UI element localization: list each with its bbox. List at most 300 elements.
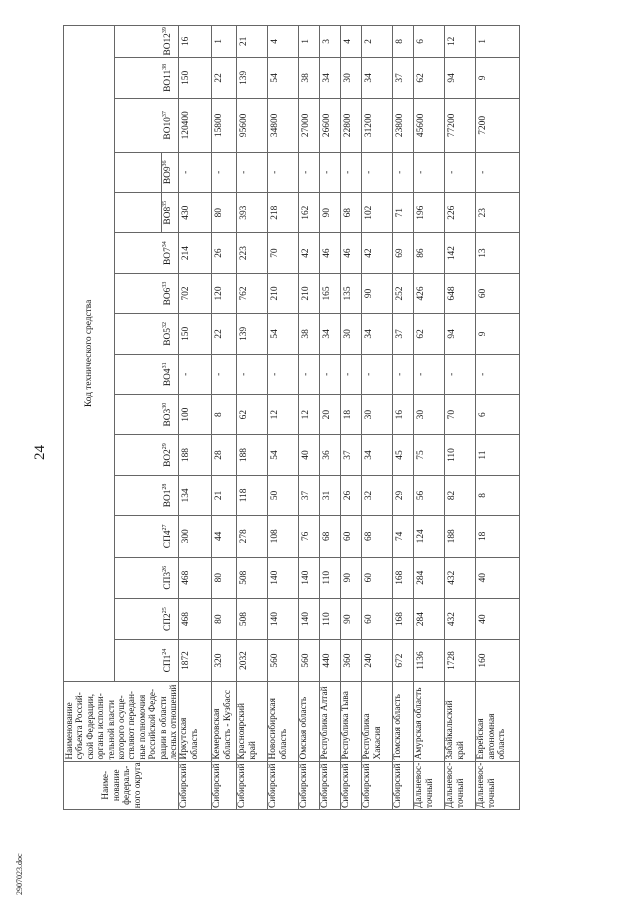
value-cell: 23 bbox=[476, 193, 520, 233]
value-cell: 46 bbox=[320, 233, 341, 273]
value-cell: 37 bbox=[393, 57, 414, 98]
code-footnote-ref: 28 bbox=[161, 483, 168, 490]
value-cell: 140 bbox=[299, 598, 320, 639]
value-cell: 40 bbox=[476, 598, 520, 639]
district-cell bbox=[320, 761, 341, 809]
value-cell: 42 bbox=[299, 233, 320, 273]
subject-header-line: ствляют передан- bbox=[126, 691, 137, 760]
code-label: СП1 bbox=[162, 654, 173, 673]
value-cell: 468 bbox=[179, 557, 212, 598]
value-cell: 110 bbox=[445, 435, 476, 475]
value-cell: 4 bbox=[268, 26, 299, 58]
district-cell bbox=[299, 761, 320, 809]
value-cell: 16 bbox=[179, 26, 212, 58]
district-line: Сибирский bbox=[393, 763, 404, 808]
value-cell: - bbox=[393, 152, 414, 192]
code-label: СП3 bbox=[162, 571, 173, 590]
value-cell: 430 bbox=[179, 193, 212, 233]
value-cell: 508 bbox=[237, 557, 268, 598]
value-cell: 34 bbox=[320, 57, 341, 98]
value-cell: 162 bbox=[299, 193, 320, 233]
value-cell: - bbox=[476, 152, 520, 192]
subject-line: Республика Алтай bbox=[320, 686, 331, 760]
value-cell: 37 bbox=[341, 435, 362, 475]
value-cell: - bbox=[362, 354, 393, 394]
code-spacer-cell bbox=[114, 26, 161, 58]
district-line: Сибирский bbox=[341, 763, 352, 808]
value-cell: 74 bbox=[393, 516, 414, 557]
value-cell: 560 bbox=[299, 640, 320, 681]
value-cell: 150 bbox=[179, 314, 212, 354]
code-header bbox=[162, 598, 179, 639]
table-row bbox=[476, 26, 520, 810]
value-cell: 12 bbox=[299, 394, 320, 434]
code-header bbox=[162, 516, 179, 557]
value-cell: 90 bbox=[341, 557, 362, 598]
value-cell: 100 bbox=[179, 394, 212, 434]
value-cell: 50 bbox=[268, 475, 299, 515]
value-cell: 11 bbox=[476, 435, 520, 475]
value-cell: 432 bbox=[445, 557, 476, 598]
district-line: Дальневос- bbox=[476, 762, 487, 808]
value-cell: 31 bbox=[320, 475, 341, 515]
value-cell: 134 bbox=[179, 475, 212, 515]
value-cell: 2032 bbox=[237, 640, 268, 681]
value-cell: 393 bbox=[237, 193, 268, 233]
value-cell: 110 bbox=[320, 557, 341, 598]
value-cell: 29 bbox=[393, 475, 414, 515]
value-cell: 188 bbox=[445, 516, 476, 557]
code-header bbox=[162, 57, 179, 98]
value-cell: 120400 bbox=[179, 99, 212, 153]
code-header bbox=[162, 435, 179, 475]
value-cell: 218 bbox=[268, 193, 299, 233]
district-line: Сибирский bbox=[237, 763, 248, 808]
code-footnote-ref: 36 bbox=[162, 160, 169, 167]
value-cell: 76 bbox=[299, 516, 320, 557]
subject-cell bbox=[212, 681, 237, 761]
value-cell: - bbox=[362, 152, 393, 192]
district-line: Дальневос- bbox=[414, 762, 425, 808]
value-cell: 22 bbox=[212, 57, 237, 98]
code-spacer-cell bbox=[114, 598, 161, 639]
value-cell: 1 bbox=[476, 26, 520, 58]
code-spacer-cell bbox=[114, 394, 161, 434]
footer-filename: 2907023.doc bbox=[15, 853, 24, 895]
code-label: ВО10 bbox=[162, 117, 173, 140]
code-footnote-ref: 37 bbox=[161, 111, 168, 118]
subject-header-line: ской Федерации, bbox=[84, 693, 95, 760]
table-row bbox=[414, 26, 445, 810]
table-row bbox=[320, 26, 341, 810]
value-cell: 75 bbox=[414, 435, 445, 475]
value-cell: 118 bbox=[237, 475, 268, 515]
value-cell: 300 bbox=[179, 516, 212, 557]
value-cell: 102 bbox=[362, 193, 393, 233]
value-cell: 26 bbox=[212, 233, 237, 273]
district-line: точный bbox=[424, 778, 435, 808]
code-spacer-cell bbox=[114, 99, 161, 153]
subject-line: Омская область bbox=[299, 696, 310, 760]
table-row bbox=[237, 26, 268, 810]
value-cell: 188 bbox=[237, 435, 268, 475]
subject-header-line: ные полномочия bbox=[136, 694, 147, 760]
value-cell: 62 bbox=[237, 394, 268, 434]
value-cell: 26600 bbox=[320, 99, 341, 153]
value-cell: 90 bbox=[362, 273, 393, 313]
code-label: ВО12 bbox=[162, 33, 173, 56]
value-cell: 210 bbox=[268, 273, 299, 313]
value-cell: 12 bbox=[445, 26, 476, 58]
value-cell: 95600 bbox=[237, 99, 268, 153]
value-cell: 4 bbox=[341, 26, 362, 58]
value-cell: 648 bbox=[445, 273, 476, 313]
value-cell: 56 bbox=[414, 475, 445, 515]
code-label: ВО6 bbox=[162, 287, 173, 306]
value-cell: - bbox=[179, 354, 212, 394]
value-cell: 54 bbox=[268, 314, 299, 354]
value-cell: 16 bbox=[393, 394, 414, 434]
subject-line: Республика bbox=[362, 713, 373, 760]
value-cell: 23800 bbox=[393, 99, 414, 153]
table-row bbox=[393, 26, 414, 810]
code-footnote-ref: 39 bbox=[161, 27, 168, 34]
district-cell bbox=[445, 761, 476, 809]
value-cell: 124 bbox=[414, 516, 445, 557]
district-line: Сибирский bbox=[268, 763, 279, 808]
table-row bbox=[179, 26, 212, 810]
value-cell: 21 bbox=[212, 475, 237, 515]
value-cell: 70 bbox=[268, 233, 299, 273]
value-cell: 135 bbox=[341, 273, 362, 313]
value-cell: - bbox=[179, 152, 212, 192]
district-cell bbox=[414, 761, 445, 809]
district-line: Сибирский bbox=[212, 763, 223, 808]
value-cell: 1 bbox=[212, 26, 237, 58]
code-header bbox=[162, 26, 179, 58]
value-cell: 8 bbox=[393, 26, 414, 58]
table-row bbox=[299, 26, 320, 810]
subject-line: область bbox=[189, 728, 200, 760]
value-cell: 60 bbox=[476, 273, 520, 313]
district-line: Сибирский bbox=[362, 763, 373, 808]
value-cell: 560 bbox=[268, 640, 299, 681]
district-cell bbox=[268, 761, 299, 809]
value-cell: 37 bbox=[393, 314, 414, 354]
value-cell: 214 bbox=[179, 233, 212, 273]
value-cell: - bbox=[476, 354, 520, 394]
value-cell: 54 bbox=[268, 435, 299, 475]
subject-header bbox=[64, 681, 179, 761]
value-cell: 77200 bbox=[445, 99, 476, 153]
value-cell: 22 bbox=[212, 314, 237, 354]
value-cell: 69 bbox=[393, 233, 414, 273]
subject-line: Красноярский bbox=[237, 702, 248, 760]
value-cell: 20 bbox=[320, 394, 341, 434]
code-spacer-cell bbox=[114, 516, 161, 557]
value-cell: 12 bbox=[268, 394, 299, 434]
value-cell: 26 bbox=[341, 475, 362, 515]
district-cell bbox=[476, 761, 520, 809]
table-row bbox=[268, 26, 299, 810]
value-cell: 60 bbox=[341, 516, 362, 557]
value-cell: - bbox=[212, 152, 237, 192]
value-cell: 30 bbox=[362, 394, 393, 434]
code-footnote-ref: 29 bbox=[161, 443, 168, 450]
value-cell: 31200 bbox=[362, 99, 393, 153]
value-cell: 8 bbox=[212, 394, 237, 434]
value-cell: 9 bbox=[476, 57, 520, 98]
value-cell: 62 bbox=[414, 57, 445, 98]
subject-cell bbox=[268, 681, 299, 761]
value-cell: 508 bbox=[237, 598, 268, 639]
subject-line: Хакасия bbox=[372, 726, 383, 760]
code-spacer-cell bbox=[114, 354, 161, 394]
value-cell: 30 bbox=[414, 394, 445, 434]
table-row bbox=[212, 26, 237, 810]
value-cell: 45 bbox=[393, 435, 414, 475]
subject-line: Иркутская bbox=[179, 717, 190, 760]
value-cell: 140 bbox=[299, 557, 320, 598]
subject-cell bbox=[414, 681, 445, 761]
code-header bbox=[162, 557, 179, 598]
value-cell: - bbox=[299, 354, 320, 394]
value-cell: 94 bbox=[445, 314, 476, 354]
value-cell: 62 bbox=[414, 314, 445, 354]
code-spacer-cell bbox=[114, 193, 161, 233]
value-cell: 82 bbox=[445, 475, 476, 515]
subject-header-line: тельной власти bbox=[105, 700, 116, 760]
code-header bbox=[162, 152, 179, 192]
code-header bbox=[162, 193, 179, 233]
value-cell: 440 bbox=[320, 640, 341, 681]
code-footnote-ref: 31 bbox=[161, 362, 168, 369]
value-cell: 1872 bbox=[179, 640, 212, 681]
value-cell: 27000 bbox=[299, 99, 320, 153]
value-cell: 30 bbox=[341, 57, 362, 98]
value-cell: 36 bbox=[320, 435, 341, 475]
code-footnote-ref: 34 bbox=[161, 241, 168, 248]
code-label: ВО8 bbox=[163, 206, 174, 225]
code-header bbox=[162, 475, 179, 515]
value-cell: 6 bbox=[476, 394, 520, 434]
code-spacer-cell bbox=[114, 475, 161, 515]
value-cell: 702 bbox=[179, 273, 212, 313]
value-cell: 2 bbox=[362, 26, 393, 58]
subject-line: Еврейская bbox=[476, 718, 487, 760]
value-cell: - bbox=[268, 354, 299, 394]
subject-line: Республика Тыва bbox=[341, 691, 352, 760]
code-label: ВО9 bbox=[163, 166, 174, 185]
value-cell: 40 bbox=[299, 435, 320, 475]
district-line: Дальневос- bbox=[445, 762, 456, 808]
subject-cell bbox=[362, 681, 393, 761]
value-cell: 8 bbox=[476, 475, 520, 515]
subject-line: автономная bbox=[486, 713, 497, 760]
value-cell: 188 bbox=[179, 435, 212, 475]
code-footnote-ref: 25 bbox=[161, 607, 168, 614]
value-cell: 13 bbox=[476, 233, 520, 273]
value-cell: 110 bbox=[320, 598, 341, 639]
subject-cell bbox=[299, 681, 320, 761]
value-cell: 1728 bbox=[445, 640, 476, 681]
value-cell: - bbox=[299, 152, 320, 192]
subject-line: Амурская область bbox=[414, 687, 425, 760]
subject-line: край bbox=[247, 741, 258, 760]
value-cell: - bbox=[341, 354, 362, 394]
value-cell: 44 bbox=[212, 516, 237, 557]
value-cell: 21 bbox=[237, 26, 268, 58]
value-cell: - bbox=[320, 354, 341, 394]
value-cell: 426 bbox=[414, 273, 445, 313]
code-footnote-ref: 32 bbox=[161, 322, 168, 329]
district-cell bbox=[179, 761, 212, 809]
value-cell: - bbox=[341, 152, 362, 192]
value-cell: 32 bbox=[362, 475, 393, 515]
value-cell: 196 bbox=[414, 193, 445, 233]
value-cell: 139 bbox=[237, 314, 268, 354]
value-cell: 34800 bbox=[268, 99, 299, 153]
value-cell: 210 bbox=[299, 273, 320, 313]
district-line: точный bbox=[455, 778, 466, 808]
value-cell: 94 bbox=[445, 57, 476, 98]
subject-header-line: субъекта Россий- bbox=[74, 692, 85, 760]
code-header bbox=[162, 273, 179, 313]
value-cell: 278 bbox=[237, 516, 268, 557]
district-cell bbox=[362, 761, 393, 809]
subject-cell bbox=[341, 681, 362, 761]
code-header bbox=[162, 99, 179, 153]
code-footnote-ref: 35 bbox=[162, 200, 169, 207]
value-cell: - bbox=[320, 152, 341, 192]
page-number: 24 bbox=[32, 445, 48, 460]
value-cell: 1136 bbox=[414, 640, 445, 681]
subject-cell bbox=[393, 681, 414, 761]
value-cell: - bbox=[237, 354, 268, 394]
value-cell: 284 bbox=[414, 557, 445, 598]
value-cell: 60 bbox=[362, 598, 393, 639]
value-cell: 68 bbox=[362, 516, 393, 557]
value-cell: 60 bbox=[362, 557, 393, 598]
value-cell: 18 bbox=[476, 516, 520, 557]
subject-cell bbox=[320, 681, 341, 761]
codes-title: Код технического средства bbox=[64, 26, 115, 682]
value-cell: - bbox=[212, 354, 237, 394]
code-label: ВО7 bbox=[162, 247, 173, 265]
value-cell: 9 bbox=[476, 314, 520, 354]
subject-header-line: органы исполни- bbox=[95, 693, 106, 760]
value-cell: - bbox=[268, 152, 299, 192]
value-cell: 80 bbox=[212, 557, 237, 598]
district-header-line: ного округа bbox=[131, 762, 142, 809]
code-footnote-ref: 27 bbox=[161, 524, 168, 531]
code-label: ВО3 bbox=[162, 408, 173, 427]
code-label: СП2 bbox=[162, 613, 173, 631]
value-cell: 226 bbox=[445, 193, 476, 233]
value-cell: 7200 bbox=[476, 99, 520, 153]
value-cell: - bbox=[445, 152, 476, 192]
subject-line: область bbox=[278, 728, 289, 760]
value-cell: 320 bbox=[212, 640, 237, 681]
value-cell: 34 bbox=[362, 435, 393, 475]
value-cell: 38 bbox=[299, 57, 320, 98]
value-cell: 34 bbox=[320, 314, 341, 354]
subject-header-line: рации в области bbox=[157, 696, 168, 760]
code-spacer-cell bbox=[114, 557, 161, 598]
value-cell: 40 bbox=[476, 557, 520, 598]
subject-header-line: которого осуще- bbox=[115, 695, 126, 760]
code-header bbox=[162, 640, 179, 681]
value-cell: 142 bbox=[445, 233, 476, 273]
district-cell bbox=[212, 761, 237, 809]
subject-line: Забайкальский bbox=[445, 700, 456, 760]
value-cell: 1 bbox=[299, 26, 320, 58]
value-cell: 22800 bbox=[341, 99, 362, 153]
table-row bbox=[341, 26, 362, 810]
value-cell: - bbox=[414, 354, 445, 394]
value-cell: 140 bbox=[268, 598, 299, 639]
subject-line: Кемеровская bbox=[212, 708, 223, 760]
value-cell: 3 bbox=[320, 26, 341, 58]
value-cell: 46 bbox=[341, 233, 362, 273]
subject-line: Томская область bbox=[393, 694, 404, 760]
value-cell: 42 bbox=[362, 233, 393, 273]
value-cell: - bbox=[237, 152, 268, 192]
code-spacer-cell bbox=[114, 57, 161, 98]
value-cell: 762 bbox=[237, 273, 268, 313]
district-line: точный bbox=[486, 778, 497, 808]
value-cell: 468 bbox=[179, 598, 212, 639]
district-cell bbox=[393, 761, 414, 809]
district-header-line: федераль- bbox=[121, 765, 132, 805]
code-spacer-cell bbox=[114, 314, 161, 354]
subject-cell bbox=[476, 681, 520, 761]
value-cell: 240 bbox=[362, 640, 393, 681]
code-footnote-ref: 38 bbox=[161, 63, 168, 70]
value-cell: 45600 bbox=[414, 99, 445, 153]
subject-header-line: Российской Феде- bbox=[147, 688, 158, 760]
value-cell: 672 bbox=[393, 640, 414, 681]
value-cell: 54 bbox=[268, 57, 299, 98]
code-spacer-cell bbox=[114, 233, 161, 273]
value-cell: 150 bbox=[179, 57, 212, 98]
value-cell: 284 bbox=[414, 598, 445, 639]
value-cell: 165 bbox=[320, 273, 341, 313]
value-cell: 15800 bbox=[212, 99, 237, 153]
value-cell: 168 bbox=[393, 598, 414, 639]
subject-line: область bbox=[497, 728, 508, 760]
code-footnote-ref: 24 bbox=[161, 648, 168, 655]
subject-header-line: лесных отношений bbox=[167, 684, 178, 760]
code-label: ВО5 bbox=[162, 328, 173, 346]
value-cell: 86 bbox=[414, 233, 445, 273]
value-cell: 34 bbox=[362, 57, 393, 98]
value-cell: 120 bbox=[212, 273, 237, 313]
district-cell bbox=[237, 761, 268, 809]
code-spacer-cell bbox=[114, 435, 161, 475]
district-line: Сибирский bbox=[299, 763, 310, 808]
value-cell: 71 bbox=[393, 193, 414, 233]
value-cell: - bbox=[393, 354, 414, 394]
district-line: Сибирский bbox=[179, 763, 190, 808]
code-label: СП4 bbox=[162, 530, 173, 549]
code-header bbox=[162, 314, 179, 354]
value-cell: - bbox=[414, 152, 445, 192]
code-label: ВО1 bbox=[162, 489, 173, 508]
district-line: Сибирский bbox=[320, 763, 331, 808]
subject-cell bbox=[445, 681, 476, 761]
value-cell: 140 bbox=[268, 557, 299, 598]
